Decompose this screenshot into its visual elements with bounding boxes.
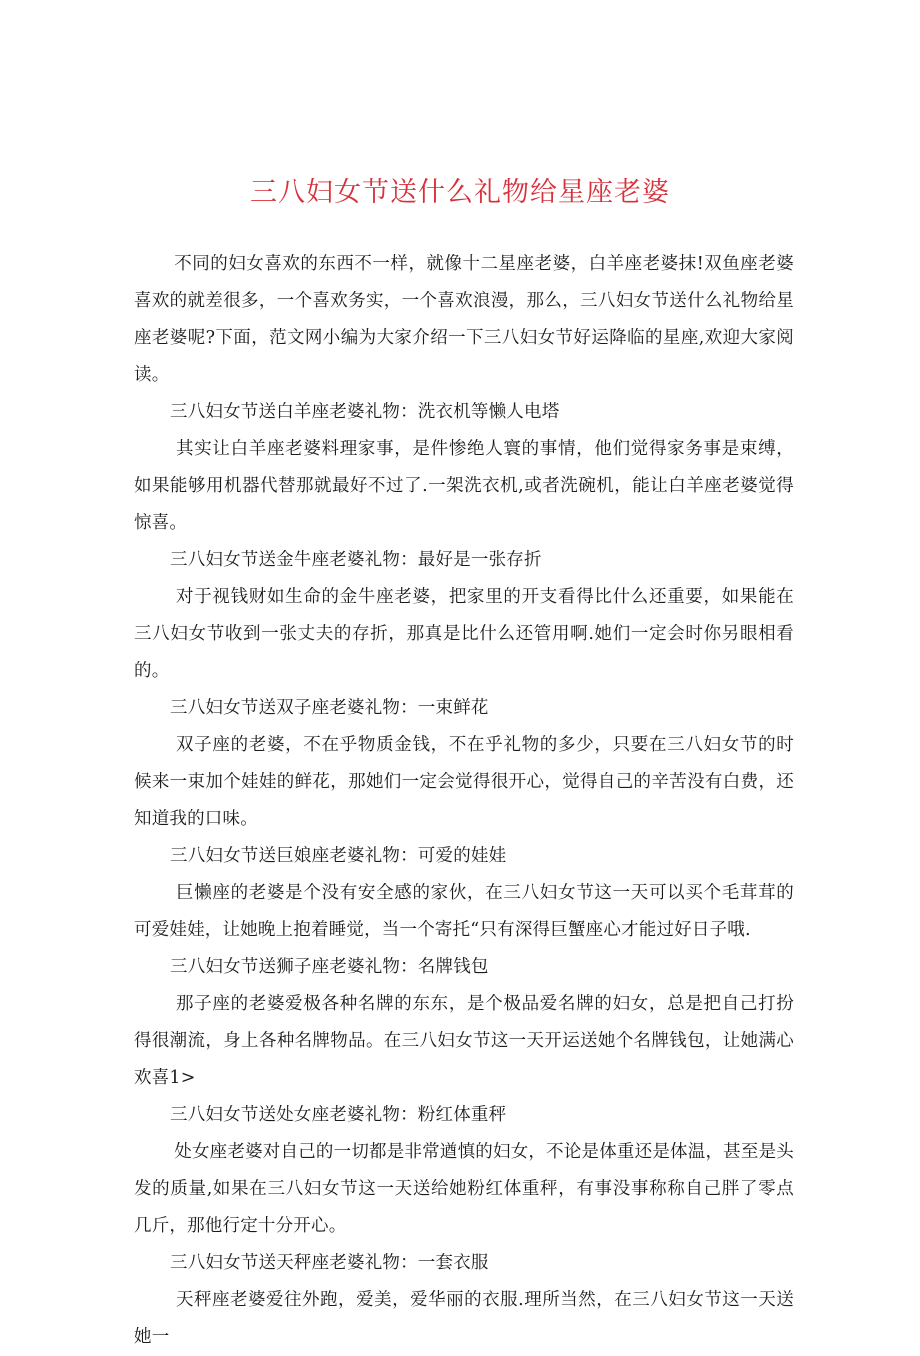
section-heading-gemini: 三八妇女节送双子座老婆礼物：一束鲜花 — [170, 698, 489, 718]
section-text-gemini: 双子座的老婆，不在乎物质金钱，不在乎礼物的多少，只要在三八妇女节的时候来一束加个娃娃的鲜花，那她们一定会觉得很开心，觉得自己的辛苦没有白费，还知道我的口味。 — [134, 735, 794, 829]
section-text-virgo: 处女座老婆对自己的一切都是非常遒慎的妇女，不论是体重还是体温，甚至是头发的质量,如果在三八妇女节这一天送给她粉红体重秤，有事没事称称自己胖了零点几斤，那他行定十分开心。 — [134, 1142, 794, 1236]
document-title: 三八妇女节送什么礼物给星座老婆 — [250, 177, 670, 208]
section-heading-aries: 三八妇女节送白羊座老婆礼物：洗衣机等懒人电塔 — [170, 402, 560, 422]
section-text-cancer: 巨懒座的老婆是个没有安全感的家伙，在三八妇女节这一天可以买个毛茸茸的可爱娃娃，让她晚上抱着睡觉，当一个寄托“只有深得巨蟹座心才能过好日子哦. — [134, 883, 794, 940]
section-text-aries: 其实让白羊座老婆料理家事，是件惨绝人寰的事情，他们觉得家务事是束缚，如果能够用机器代替那就最好不过了.一架洗衣机,或者洗碗机，能让白羊座老婆觉得惊喜。 — [134, 439, 794, 533]
section-heading-leo: 三八妇女节送狮子座老婆礼物：名牌钱包 — [170, 957, 489, 977]
section-heading-taurus: 三八妇女节送金牛座老婆礼物：最好是一张存折 — [170, 550, 542, 570]
section-heading-libra: 三八妇女节送天秤座老婆礼物：一套衣服 — [170, 1253, 489, 1273]
section-text-libra: 天秤座老婆爱往外跑，爱美，爱华丽的衣服.理所当然，在三八妇女节这一天送她一 — [134, 1290, 794, 1347]
section-text-taurus: 对于视钱财如生命的金牛座老婆，把家里的开支看得比什么还重要，如果能在三八妇女节收到一张丈夫的存折，那真是比什么还管用啊.她们一定会时你另眼相看的。 — [134, 587, 794, 681]
document-body — [134, 246, 794, 1356]
section-heading-cancer: 三八妇女节送巨娘座老婆礼物：可爱的娃娃 — [170, 846, 507, 866]
section-text-leo: 那子座的老婆爱极各种名牌的东东，是个极品爱名牌的妇女，总是把自己打扮得很潮流，身上各种名牌物品。在三八妇女节这一天开运送她个名牌钱包，让她满心欢喜1> — [134, 994, 794, 1088]
intro-paragraph: 不同的妇女喜欢的东西不一样，就像十二星座老婆，白羊座老婆抹!双鱼座老婆喜欢的就差很多，一个喜欢务实，一个喜欢浪漫，那么，三八妇女节送什么礼物给星座老婆呢?下面，范文网小编为大家介绍一下三八妇女节好运降临的星座,欢迎大家阅读。 — [134, 254, 794, 385]
section-heading-virgo: 三八妇女节送处女座老婆礼物：粉红体重秤 — [170, 1105, 507, 1125]
